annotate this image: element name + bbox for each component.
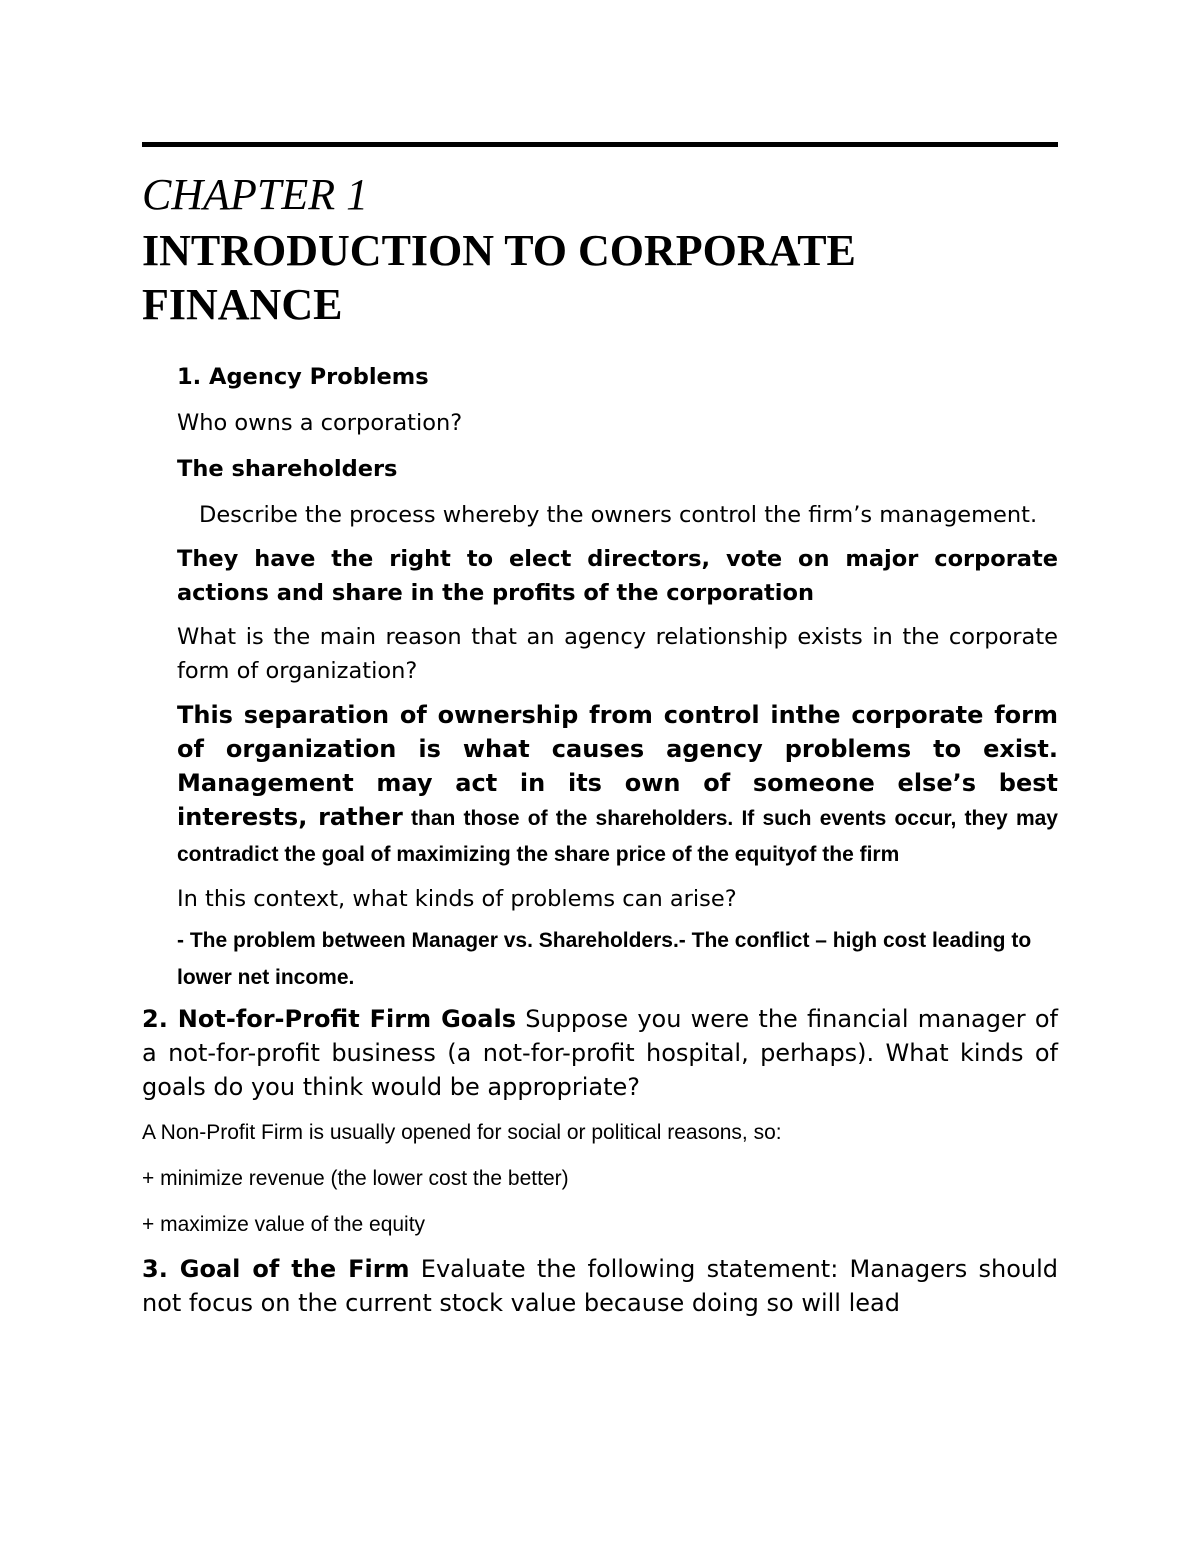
answer-agency-reason xyxy=(142,698,1058,872)
chapter-label: CHAPTER 1 xyxy=(142,170,369,219)
section-2-point-1: + minimize revenue (the lower cost the better) xyxy=(142,1167,569,1190)
question-agency-reason: What is the main reason that an agency relationship exists in the corporate form of organization? xyxy=(177,624,1058,684)
answer-problems-arise: - The problem between Manager vs. Shareholders.- The conflict – high cost leading to lower net income. xyxy=(177,929,1032,989)
section-3-question: Evaluate the following statement: Managers should not focus on the current stock value because doing so will lead xyxy=(142,1255,1058,1317)
question-who-owns: Who owns a corporation? xyxy=(177,410,463,436)
section-2-answer-intro: A Non-Profit Firm is usually opened for social or political reasons, so: xyxy=(142,1121,782,1144)
section-3-heading: 3. Goal of the Firm xyxy=(142,1255,410,1283)
answer-agency-reason-bold: This separation of ownership from control inthe corporate form of organization is what causes agency problems to exist. Management may act in its own of someone else’s best interests, rather xyxy=(177,701,1058,831)
answer-control-process: They have the right to elect directors, vote on major corporate actions and share in the profits of the corporation xyxy=(177,546,1058,606)
section-1-heading: 1. Agency Problems xyxy=(177,364,429,390)
question-control-process xyxy=(142,498,1058,532)
section-3-paragraph xyxy=(142,1252,1058,1320)
section-2-heading: 2. Not-for-Profit Firm Goals xyxy=(142,1005,516,1033)
section-2-paragraph xyxy=(142,1002,1058,1104)
chapter-title: INTRODUCTION TO CORPORATE FINANCE xyxy=(142,226,856,329)
document-body xyxy=(142,360,1058,1320)
question-problems-arise: In this context, what kinds of problems can arise? xyxy=(177,886,737,912)
section-2-question: Suppose you were the financial manager of a not-for-profit business (a not-for-profit hospital, perhaps). What kinds of goals do you think would be appropriate? xyxy=(142,1005,1058,1101)
answer-agency-reason-tail: than those of the shareholders. If such events occur, they may contradict the goal of maximizing the share price of the equityof the firm xyxy=(177,807,1058,866)
section-2-point-2: + maximize value of the equity xyxy=(142,1213,426,1236)
answer-shareholders: The shareholders xyxy=(177,456,398,482)
question-control-process-text: Describe the process whereby the owners control the firm’s management. xyxy=(199,502,1038,528)
top-horizontal-rule xyxy=(142,142,1058,147)
